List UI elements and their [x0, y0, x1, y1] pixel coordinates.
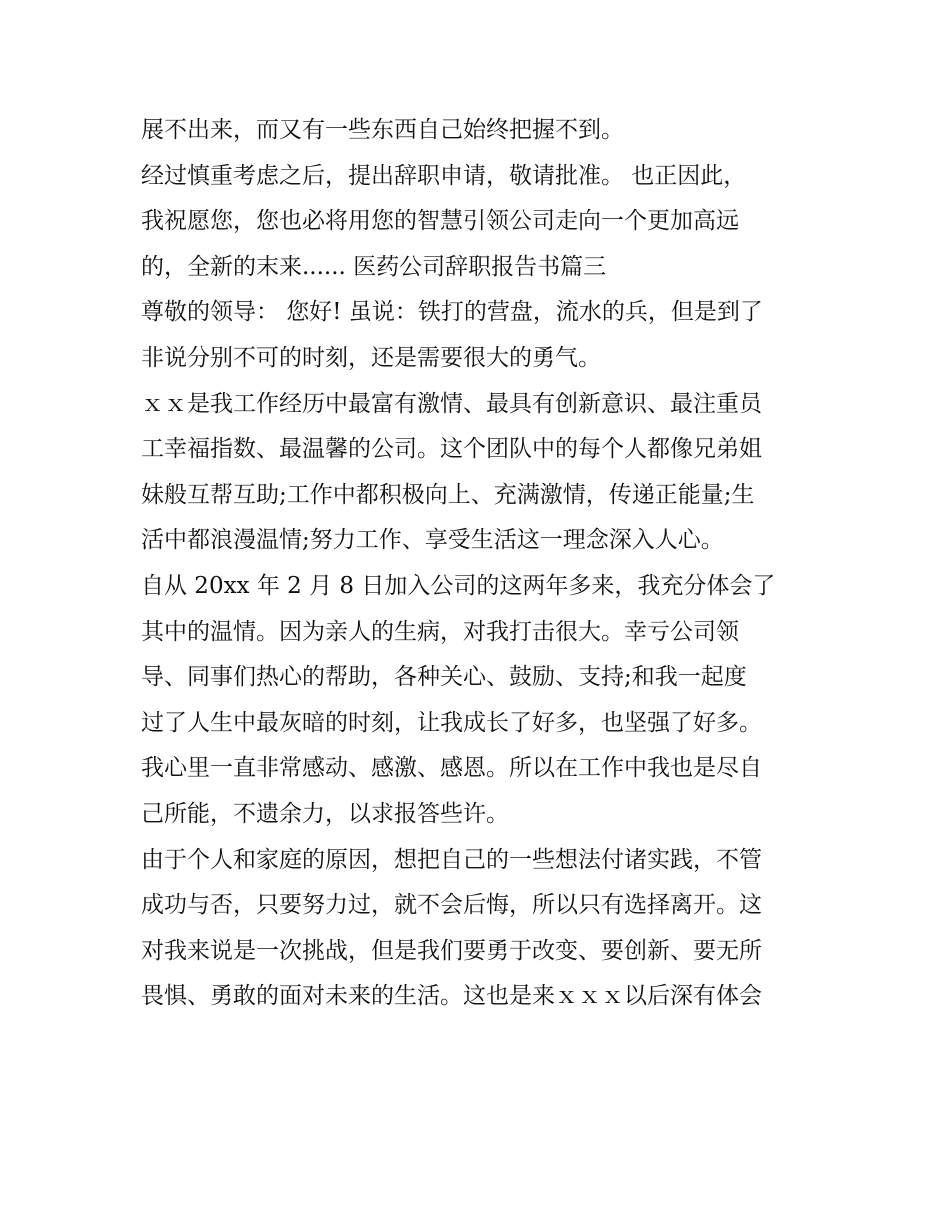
text-line: 其中的温情。因为亲人的生病，对我打击很大。幸亏公司领 [141, 618, 739, 645]
text-line: 非说分别不可的时刻，还是需要很大的勇气。 [141, 344, 601, 371]
text-line: 妹般互帮互助;工作中都积极向上、充满激情，传递正能量;生 [141, 481, 755, 508]
text-line: 经过慎重考虑之后，提出辞职申请，敬请批准。 也正因此， [141, 162, 747, 189]
text-line: 自从 20xx 年 2 月 8 日加入公司的这两年多来，我充分体会了 [141, 572, 776, 599]
text-line: 活中都浪漫温情;努力工作、享受生活这一理念深入人心。 [141, 527, 724, 554]
document-body [141, 108, 821, 1020]
text-line: 我心里一直非常感动、感激、感恩。所以在工作中我也是尽自 [141, 755, 762, 782]
text-line: 我祝愿您，您也必将用您的智慧引领公司走向一个更加高远 [141, 208, 739, 235]
text-line: 畏惧、勇敢的面对未来的生活。这也是来ｘｘｘ以后深有体会 [141, 983, 762, 1010]
text-line: 己所能，不遗余力，以求报答些许。 [141, 800, 509, 827]
text-line: 展不出来，而又有一些东西自己始终把握不到。 [141, 117, 624, 143]
text-line: 工幸福指数、最温馨的公司。这个团队中的每个人都像兄弟姐 [141, 436, 762, 463]
text-line: 由于个人和家庭的原因，想把自己的一些想法付诸实践，不管 [141, 846, 762, 873]
text-line: 成功与否，只要努力过，就不会后悔，所以只有选择离开。这 [141, 892, 762, 919]
text-line: 过了人生中最灰暗的时刻，让我成长了好多，也坚强了好多。 [141, 709, 762, 736]
text-line: 导、同事们热心的帮助，各种关心、鼓励、支持;和我一起度 [141, 664, 747, 691]
text-line: 的，全新的末来...... 医药公司辞职报告书篇三 [141, 253, 607, 280]
text-line: 尊敬的领导： 您好! 虽说：铁打的营盘，流水的兵，但是到了 [141, 299, 763, 326]
text-line: 对我来说是一次挑战，但是我们要勇于改变、要创新、要无所 [141, 937, 762, 964]
text-line: ｘｘ是我工作经历中最富有激情、最具有创新意识、最注重员 [141, 390, 762, 417]
